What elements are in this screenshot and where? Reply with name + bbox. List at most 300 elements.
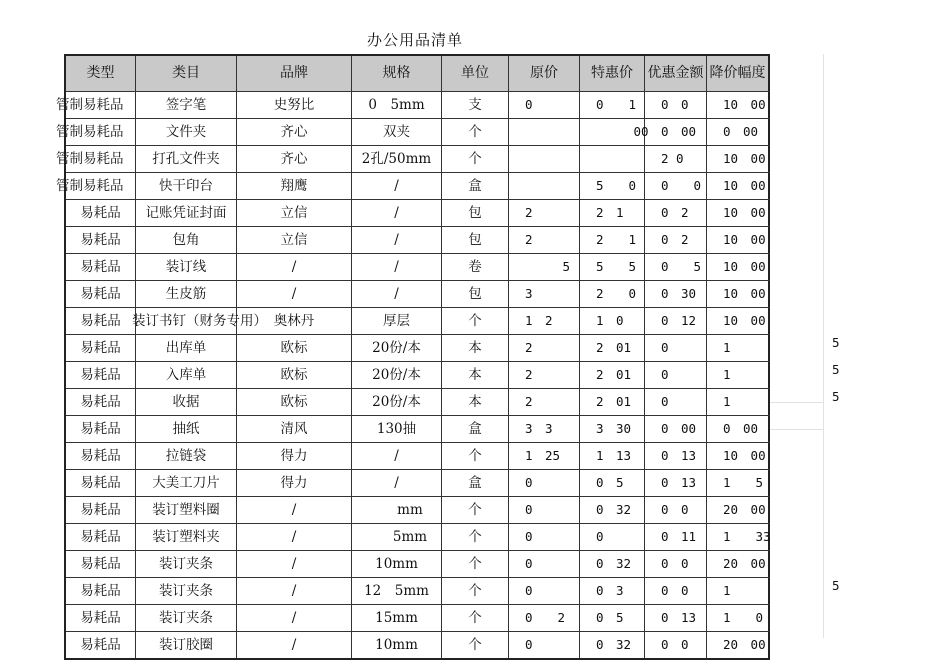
- cell-unit[interactable]: [442, 254, 509, 280]
- cell-unit[interactable]: [442, 308, 509, 334]
- cell-original-price-text: 0: [525, 502, 533, 517]
- cell-reduction-rate[interactable]: [707, 443, 770, 469]
- cell-discount-amount[interactable]: [645, 389, 707, 415]
- cell-type[interactable]: [56, 146, 136, 172]
- cell-reduction-rate-text: 0 00: [723, 421, 759, 436]
- cell-unit-text: 包: [468, 232, 482, 248]
- cell-special-price-text: 5 0: [596, 178, 637, 193]
- cell-spec[interactable]: [352, 92, 442, 118]
- cell-original-price[interactable]: [509, 227, 580, 253]
- table-row: [66, 199, 770, 226]
- cell-brand[interactable]: [237, 632, 352, 658]
- cell-unit[interactable]: [442, 416, 509, 442]
- cell-category-text: 文件夹: [165, 124, 207, 140]
- table-row: [56, 145, 770, 172]
- cell-unit[interactable]: [442, 524, 509, 550]
- cell-discount-amount[interactable]: [645, 605, 707, 631]
- cell-reduction-rate-text: 1: [723, 340, 731, 355]
- cell-spec-text: /: [394, 178, 399, 194]
- cell-spec[interactable]: [352, 470, 442, 496]
- cell-original-price[interactable]: [509, 173, 580, 199]
- cell-reduction-rate-text: 1: [723, 367, 731, 382]
- cell-category[interactable]: [136, 578, 237, 604]
- cell-category-text: 装订夹条: [159, 610, 213, 626]
- cell-brand-text: /: [291, 502, 297, 518]
- cell-spec-text: /: [394, 205, 399, 221]
- cell-discount-amount[interactable]: [645, 146, 707, 172]
- cell-category[interactable]: [136, 416, 237, 442]
- overflow-value: 5: [832, 335, 840, 350]
- cell-reduction-rate-text: 0 00: [723, 124, 759, 139]
- cell-type[interactable]: [66, 443, 136, 469]
- cell-spec[interactable]: [352, 524, 442, 550]
- cell-discount-amount-text: 0 2: [661, 205, 689, 220]
- cell-type[interactable]: [56, 173, 136, 199]
- cell-unit[interactable]: [442, 578, 509, 604]
- cell-brand[interactable]: [237, 362, 352, 388]
- cell-category[interactable]: [136, 551, 237, 577]
- cell-type-text: 易耗品: [80, 394, 121, 410]
- cell-reduction-rate-text: 10 00: [723, 97, 766, 112]
- cell-brand[interactable]: [237, 200, 352, 226]
- cell-special-price[interactable]: [580, 254, 645, 280]
- cell-category[interactable]: [136, 281, 237, 307]
- cell-original-price[interactable]: [509, 308, 580, 334]
- cell-reduction-rate-text: 1: [723, 583, 731, 598]
- cell-original-price[interactable]: [509, 254, 580, 280]
- cell-reduction-rate[interactable]: [707, 578, 770, 604]
- cell-discount-amount-text: 0 13: [661, 448, 697, 463]
- cell-special-price[interactable]: [580, 335, 645, 361]
- cell-type-text: 易耗品: [80, 448, 121, 464]
- cell-spec[interactable]: [352, 362, 442, 388]
- cell-category[interactable]: [136, 362, 237, 388]
- cell-type[interactable]: [66, 389, 136, 415]
- cell-unit[interactable]: [442, 92, 509, 118]
- cell-type[interactable]: [66, 254, 136, 280]
- cell-discount-amount-text: 0 0: [661, 97, 689, 112]
- cell-type-text: 管制易耗品: [56, 97, 124, 113]
- cell-reduction-rate-text: 10 00: [723, 178, 766, 193]
- cell-category-text: 生皮筋: [165, 286, 207, 302]
- cell-original-price[interactable]: [509, 389, 580, 415]
- cell-discount-amount[interactable]: [645, 443, 707, 469]
- cell-unit[interactable]: [442, 146, 509, 172]
- cell-special-price-text: 0 5: [596, 475, 624, 490]
- cell-category[interactable]: [136, 119, 237, 145]
- cell-original-price[interactable]: [509, 119, 580, 145]
- cell-reduction-rate-text: 20 00: [723, 556, 766, 571]
- cell-category-text: 入库单: [165, 367, 207, 383]
- cell-brand[interactable]: [237, 281, 352, 307]
- cell-brand[interactable]: [237, 443, 352, 469]
- cell-discount-amount-text: 0 00: [661, 421, 697, 436]
- cell-category[interactable]: [136, 389, 237, 415]
- cell-reduction-rate[interactable]: [707, 254, 770, 280]
- cell-reduction-rate[interactable]: [707, 497, 770, 523]
- cell-reduction-rate[interactable]: [707, 146, 770, 172]
- cell-original-price[interactable]: [509, 578, 580, 604]
- cell-brand[interactable]: [237, 146, 352, 172]
- cell-brand[interactable]: [237, 92, 352, 118]
- cell-spec[interactable]: [352, 200, 442, 226]
- cell-discount-amount-text: 0: [661, 340, 669, 355]
- cell-category[interactable]: [136, 443, 237, 469]
- cell-special-price-text: 2 0: [596, 286, 637, 301]
- cell-reduction-rate[interactable]: [707, 632, 770, 658]
- cell-original-price[interactable]: [509, 497, 580, 523]
- cell-reduction-rate[interactable]: [707, 551, 770, 577]
- cell-spec-text: 20份/本: [372, 394, 421, 410]
- cell-brand-text: 欧标: [280, 340, 308, 356]
- cell-discount-amount-text: 0 30: [661, 286, 697, 301]
- cell-category[interactable]: [136, 632, 237, 658]
- cell-brand[interactable]: [237, 227, 352, 253]
- cell-category-text: 记账凭证封面: [145, 205, 227, 221]
- cell-discount-amount-text: 0 0: [661, 178, 702, 193]
- cell-brand[interactable]: [237, 524, 352, 550]
- cell-category-text: 装订胶圈: [159, 637, 213, 653]
- cell-special-price-text: 0 1: [596, 97, 637, 112]
- table-row: [56, 118, 770, 145]
- cell-brand-text: 齐心: [280, 151, 308, 167]
- cell-type-text: 易耗品: [80, 475, 121, 491]
- document-title: 办公用品清单: [366, 31, 463, 49]
- cell-spec[interactable]: [352, 335, 442, 361]
- cell-spec[interactable]: [352, 551, 442, 577]
- cell-reduction-rate[interactable]: [707, 524, 770, 550]
- cell-spec-text: 0 5mm: [368, 97, 425, 113]
- cell-category[interactable]: [136, 470, 237, 496]
- cell-category[interactable]: [136, 254, 237, 280]
- cell-brand[interactable]: [237, 416, 352, 442]
- cell-type-text: 易耗品: [80, 367, 121, 383]
- cell-spec[interactable]: [352, 578, 442, 604]
- table-row: [66, 253, 770, 280]
- cell-special-price[interactable]: [580, 578, 645, 604]
- table-row: [66, 307, 770, 334]
- cell-reduction-rate[interactable]: [707, 227, 770, 253]
- cell-reduction-rate-text: 10 00: [723, 259, 766, 274]
- cell-discount-amount[interactable]: [645, 281, 707, 307]
- cell-special-price-text: 0 3: [596, 583, 624, 598]
- cell-type[interactable]: [66, 362, 136, 388]
- cell-type[interactable]: [66, 497, 136, 523]
- cell-original-price[interactable]: [509, 146, 580, 172]
- cell-discount-amount[interactable]: [645, 578, 707, 604]
- cell-reduction-rate-text: 10 00: [723, 286, 766, 301]
- cell-category[interactable]: [136, 227, 237, 253]
- cell-reduction-rate[interactable]: [707, 389, 770, 415]
- header-spec: 规格: [352, 56, 442, 91]
- cell-original-price[interactable]: [509, 281, 580, 307]
- table-row: [66, 388, 840, 415]
- table-row: [66, 469, 770, 496]
- cell-reduction-rate[interactable]: [707, 281, 770, 307]
- cell-discount-amount-text: 0: [661, 394, 669, 409]
- cell-original-price[interactable]: [509, 605, 580, 631]
- cell-type[interactable]: [66, 200, 136, 226]
- cell-original-price-text: 2: [525, 394, 533, 409]
- cell-special-price[interactable]: [580, 92, 645, 118]
- cell-original-price[interactable]: [509, 200, 580, 226]
- cell-unit[interactable]: [442, 173, 509, 199]
- cell-spec[interactable]: [352, 605, 442, 631]
- cell-reduction-rate[interactable]: [707, 470, 770, 496]
- cell-original-price-text: 0: [525, 556, 533, 571]
- cell-unit[interactable]: [442, 443, 509, 469]
- cell-spec-text: 20份/本: [372, 340, 421, 356]
- cell-original-price[interactable]: [509, 335, 580, 361]
- cell-special-price-text: 0 5: [596, 610, 624, 625]
- cell-original-price-text: 1 25: [525, 448, 561, 463]
- cell-type[interactable]: [66, 308, 136, 334]
- cell-discount-amount-text: 0 13: [661, 610, 697, 625]
- cell-spec-text: 10mm: [375, 637, 418, 653]
- cell-type[interactable]: [66, 416, 136, 442]
- cell-original-price-text: 2: [525, 367, 533, 382]
- cell-category-text: 收据: [172, 394, 200, 410]
- cell-discount-amount[interactable]: [645, 416, 707, 442]
- cell-reduction-rate[interactable]: [707, 416, 770, 442]
- cell-brand[interactable]: [237, 254, 352, 280]
- cell-original-price[interactable]: [509, 551, 580, 577]
- cell-reduction-rate[interactable]: [707, 335, 770, 361]
- cell-category[interactable]: [136, 605, 237, 631]
- cell-type[interactable]: [66, 578, 136, 604]
- cell-reduction-rate-text: 20 00: [723, 637, 766, 652]
- cell-type[interactable]: [66, 605, 136, 631]
- cell-special-price[interactable]: [580, 443, 645, 469]
- cell-discount-amount[interactable]: [645, 335, 707, 361]
- cell-unit[interactable]: [442, 389, 509, 415]
- cell-unit-text: 盒: [468, 178, 482, 194]
- cell-type-text: 易耗品: [80, 340, 121, 356]
- supplies-table: [56, 54, 840, 660]
- cell-unit[interactable]: [442, 632, 509, 658]
- cell-brand-text: /: [291, 259, 297, 275]
- cell-discount-amount[interactable]: [645, 254, 707, 280]
- cell-category[interactable]: [136, 335, 237, 361]
- cell-unit-text: 本: [468, 367, 482, 383]
- table-row: [66, 523, 770, 550]
- cell-type[interactable]: [56, 119, 136, 145]
- cell-unit-text: 本: [468, 394, 482, 410]
- cell-brand[interactable]: [237, 119, 352, 145]
- cell-original-price[interactable]: [509, 92, 580, 118]
- cell-original-price-text: 0 2: [525, 610, 566, 625]
- cell-special-price[interactable]: [580, 146, 645, 172]
- cell-brand[interactable]: [237, 470, 352, 496]
- cell-unit-text: 包: [468, 286, 482, 302]
- table-row: [66, 280, 770, 307]
- cell-original-price-text: 0: [525, 97, 533, 112]
- cell-unit-text: 个: [468, 583, 482, 599]
- cell-original-price[interactable]: [509, 443, 580, 469]
- cell-special-price[interactable]: [580, 416, 645, 442]
- header-original-price: 原价: [509, 56, 580, 91]
- cell-category[interactable]: [136, 497, 237, 523]
- cell-unit-text: 个: [468, 610, 482, 626]
- cell-unit-text: 个: [468, 313, 482, 329]
- cell-type-text: 易耗品: [80, 313, 121, 329]
- cell-category[interactable]: [136, 92, 237, 118]
- cell-reduction-rate[interactable]: [707, 308, 770, 334]
- cell-reduction-rate[interactable]: [707, 362, 770, 388]
- cell-spec-text: 15mm: [375, 610, 418, 626]
- cell-unit-text: 个: [468, 448, 482, 464]
- cell-brand[interactable]: [237, 497, 352, 523]
- cell-reduction-rate[interactable]: [707, 119, 770, 145]
- cell-brand[interactable]: [237, 578, 352, 604]
- cell-category[interactable]: [136, 524, 237, 550]
- cell-reduction-rate-text: 10 00: [723, 313, 766, 328]
- cell-spec[interactable]: [352, 119, 442, 145]
- cell-brand[interactable]: [237, 335, 352, 361]
- cell-spec[interactable]: [352, 443, 442, 469]
- table-row: [56, 91, 770, 118]
- cell-type[interactable]: [66, 470, 136, 496]
- cell-special-price-text: 1 0: [596, 313, 624, 328]
- cell-type-text: 管制易耗品: [56, 151, 124, 167]
- cell-special-price[interactable]: [580, 362, 645, 388]
- cell-discount-amount[interactable]: [645, 470, 707, 496]
- cell-category[interactable]: [136, 200, 237, 226]
- cell-special-price[interactable]: [580, 470, 645, 496]
- cell-discount-amount[interactable]: [645, 497, 707, 523]
- cell-spec-text: 2孔/50mm: [361, 151, 432, 167]
- cell-discount-amount[interactable]: [645, 632, 707, 658]
- cell-special-price[interactable]: [580, 308, 645, 334]
- cell-special-price[interactable]: [580, 200, 645, 226]
- cell-category[interactable]: [136, 146, 237, 172]
- cell-discount-amount[interactable]: [645, 524, 707, 550]
- cell-category-text: 装订夹条: [159, 556, 213, 572]
- header-brand: 品牌: [237, 56, 352, 91]
- cell-special-price[interactable]: [580, 632, 645, 658]
- cell-spec-text: 12 5mm: [364, 583, 429, 599]
- cell-type[interactable]: [56, 92, 136, 118]
- cell-special-price[interactable]: [580, 524, 645, 550]
- cell-brand[interactable]: [237, 551, 352, 577]
- cell-unit[interactable]: [442, 497, 509, 523]
- cell-unit[interactable]: [442, 281, 509, 307]
- cell-special-price[interactable]: [580, 389, 645, 415]
- cell-spec[interactable]: [352, 416, 442, 442]
- cell-brand[interactable]: [237, 308, 352, 334]
- cell-category-text: 出库单: [165, 340, 207, 356]
- cell-special-price[interactable]: [580, 281, 645, 307]
- cell-unit[interactable]: [442, 605, 509, 631]
- header-type: 类型: [66, 56, 136, 91]
- cell-spec[interactable]: [352, 389, 442, 415]
- cell-unit-text: 盒: [468, 475, 482, 491]
- cell-unit[interactable]: [442, 200, 509, 226]
- cell-spec[interactable]: [352, 254, 442, 280]
- cell-brand-text: 史努比: [273, 97, 315, 113]
- cell-unit[interactable]: [442, 470, 509, 496]
- cell-type[interactable]: [66, 551, 136, 577]
- table-row: [66, 577, 840, 604]
- cell-spec[interactable]: [352, 227, 442, 253]
- cell-type[interactable]: [66, 632, 136, 658]
- cell-type[interactable]: [66, 524, 136, 550]
- cell-reduction-rate[interactable]: [707, 200, 770, 226]
- cell-special-price[interactable]: [580, 551, 645, 577]
- cell-spec[interactable]: [352, 497, 442, 523]
- cell-spec-text: /: [394, 286, 399, 302]
- cell-discount-amount[interactable]: [645, 92, 707, 118]
- cell-unit[interactable]: [442, 119, 509, 145]
- cell-unit[interactable]: [442, 551, 509, 577]
- cell-special-price[interactable]: [580, 119, 649, 145]
- cell-type-text: 易耗品: [80, 610, 121, 626]
- cell-spec-text: mm: [370, 502, 423, 518]
- cell-special-price[interactable]: [580, 605, 645, 631]
- cell-unit[interactable]: [442, 335, 509, 361]
- cell-reduction-rate[interactable]: [707, 605, 770, 631]
- cell-reduction-rate[interactable]: [707, 173, 770, 199]
- cell-category[interactable]: [132, 308, 267, 334]
- cell-spec[interactable]: [352, 146, 442, 172]
- cell-category[interactable]: [136, 173, 237, 199]
- cell-spec[interactable]: [352, 308, 442, 334]
- cell-reduction-rate[interactable]: [707, 92, 770, 118]
- cell-original-price[interactable]: [509, 524, 580, 550]
- cell-type[interactable]: [66, 227, 136, 253]
- cell-unit-text: 个: [468, 637, 482, 653]
- cell-discount-amount[interactable]: [645, 173, 707, 199]
- cell-spec-text: 双夹: [383, 124, 410, 140]
- cell-brand[interactable]: [237, 605, 352, 631]
- cell-discount-amount[interactable]: [645, 200, 707, 226]
- cell-unit[interactable]: [442, 227, 509, 253]
- cell-unit-text: 个: [468, 556, 482, 572]
- cell-discount-amount[interactable]: [645, 551, 707, 577]
- cell-original-price[interactable]: [509, 632, 580, 658]
- cell-special-price[interactable]: [580, 227, 645, 253]
- cell-special-price[interactable]: [580, 497, 645, 523]
- cell-original-price-text: 0: [525, 529, 533, 544]
- cell-unit[interactable]: [442, 362, 509, 388]
- cell-special-price[interactable]: [580, 173, 645, 199]
- cell-category-text: 装订塑料圈: [152, 502, 220, 518]
- cell-spec-text: 10mm: [375, 556, 418, 572]
- cell-brand[interactable]: [237, 389, 352, 415]
- cell-spec-text: 20份/本: [372, 367, 421, 383]
- cell-type[interactable]: [66, 281, 136, 307]
- cell-reduction-rate-text: 10 00: [723, 448, 766, 463]
- cell-original-price[interactable]: [509, 470, 580, 496]
- cell-spec[interactable]: [352, 281, 442, 307]
- cell-discount-amount[interactable]: [645, 362, 707, 388]
- cell-discount-amount[interactable]: [645, 308, 707, 334]
- cell-category-text: 抽纸: [172, 421, 200, 437]
- cell-special-price-text: 5 5: [596, 259, 637, 274]
- cell-original-price[interactable]: [509, 416, 580, 442]
- cell-type[interactable]: [66, 335, 136, 361]
- cell-discount-amount[interactable]: [645, 119, 707, 145]
- cell-discount-amount-text: 0 12: [661, 313, 697, 328]
- cell-spec[interactable]: [352, 632, 442, 658]
- overflow-value: 5: [832, 362, 840, 377]
- cell-original-price[interactable]: [509, 362, 580, 388]
- cell-brand[interactable]: [237, 173, 352, 199]
- sheet-gridline: [823, 54, 824, 638]
- cell-special-price-text: 2 01: [596, 340, 632, 355]
- cell-discount-amount[interactable]: [645, 227, 707, 253]
- cell-spec[interactable]: [352, 173, 442, 199]
